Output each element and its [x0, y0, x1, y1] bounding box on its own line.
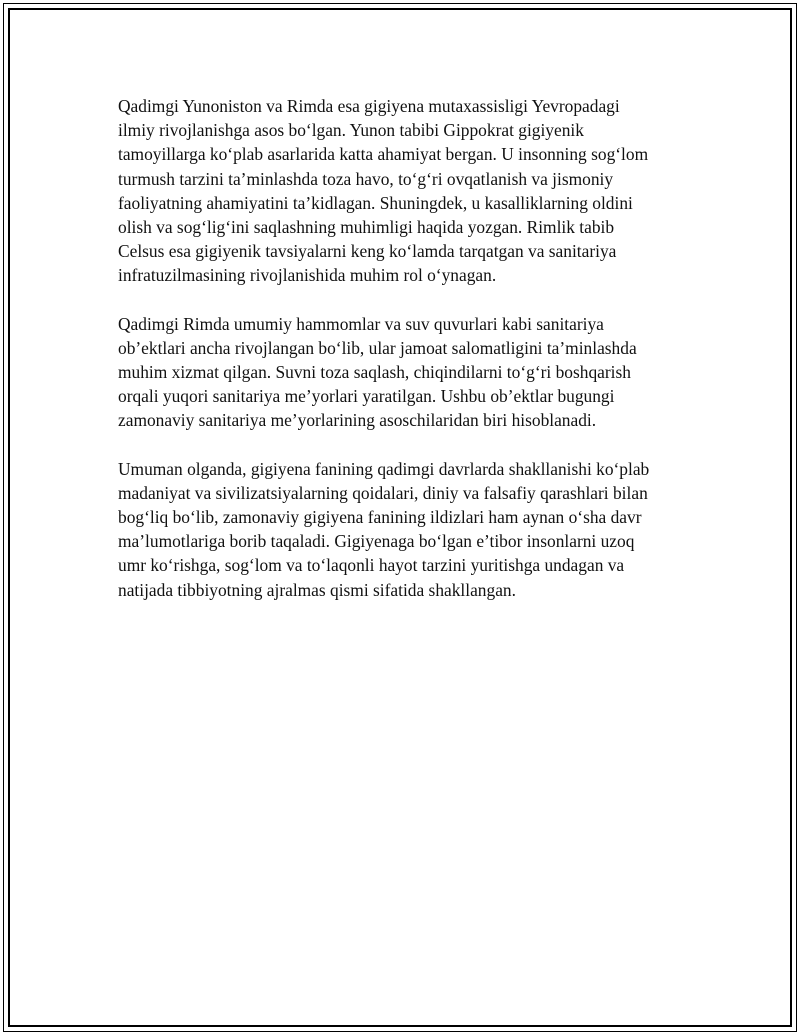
text-line: tamoyillarga ko‘plab asarlarida katta ahamiyat bergan. U insonning sog‘lom	[118, 144, 649, 165]
text-line: muhim xizmat qilgan. Suvni toza saqlash, chiqindilarni to‘g‘ri boshqarish	[118, 362, 631, 383]
text-line: infratuzilmasining rivojlanishida muhim rol o‘ynagan.	[118, 265, 497, 286]
text-line: faoliyatning ahamiyatini ta’kidlagan. Shuningdek, u kasalliklarning oldini	[118, 192, 633, 213]
text-line: Umuman olganda, gigiyena fanining qadimgi davrlarda shakllanishi ko‘plab	[118, 458, 650, 479]
text-line: Qadimgi Yunoniston va Rimda esa gigiyena mutaxassisligi Yevropadagi	[118, 96, 620, 116]
text-line: ob’ektlari ancha rivojlangan bo‘lib, ular jamoat salomatligini ta’minlashda	[118, 337, 637, 358]
text-line: bog‘liq bo‘lib, zamonaviy gigiyena fanining ildizlari ham aynan o‘sha davr	[118, 507, 642, 528]
text-line: Qadimgi Rimda umumiy hammomlar va suv quvurlari kabi sanitariya	[118, 313, 604, 334]
text-line: natijada tibbiyotning ajralmas qismi sifatida shakllangan.	[118, 579, 516, 600]
paragraph-3	[118, 457, 688, 602]
paragraph-2	[118, 312, 688, 433]
paragraph-1	[118, 94, 688, 288]
document-body	[118, 94, 688, 626]
text-line: madaniyat va sivilizatsiyalarning qoidalari, diniy va falsafiy qarashlari bilan	[118, 482, 648, 503]
text-line: orqali yuqori sanitariya me’yorlari yaratilgan. Ushbu ob’ektlar bugungi	[118, 386, 615, 407]
text-line: olish va sog‘lig‘ini saqlashning muhimligi haqida yozgan. Rimlik tabib	[118, 217, 615, 238]
text-line: zamonaviy sanitariya me’yorlarining asoschilaridan biri hisoblanadi.	[118, 410, 597, 431]
text-line: turmush tarzini ta’minlashda toza havo, to‘g‘ri ovqatlanish va jismoniy	[118, 168, 614, 189]
text-line: ilmiy rivojlanishga asos bo‘lgan. Yunon tabibi Gippokrat gigiyenik	[118, 120, 584, 141]
text-line: ma’lumotlariga borib taqaladi. Gigiyenaga bo‘lgan e’tibor insonlarni uzoq	[118, 531, 635, 552]
text-line: Celsus esa gigiyenik tavsiyalarni keng ko‘lamda tarqatgan va sanitariya	[118, 241, 617, 262]
text-line: umr ko‘rishga, sog‘lom va to‘laqonli hayot tarzini yuritishga undagan va	[118, 555, 625, 576]
